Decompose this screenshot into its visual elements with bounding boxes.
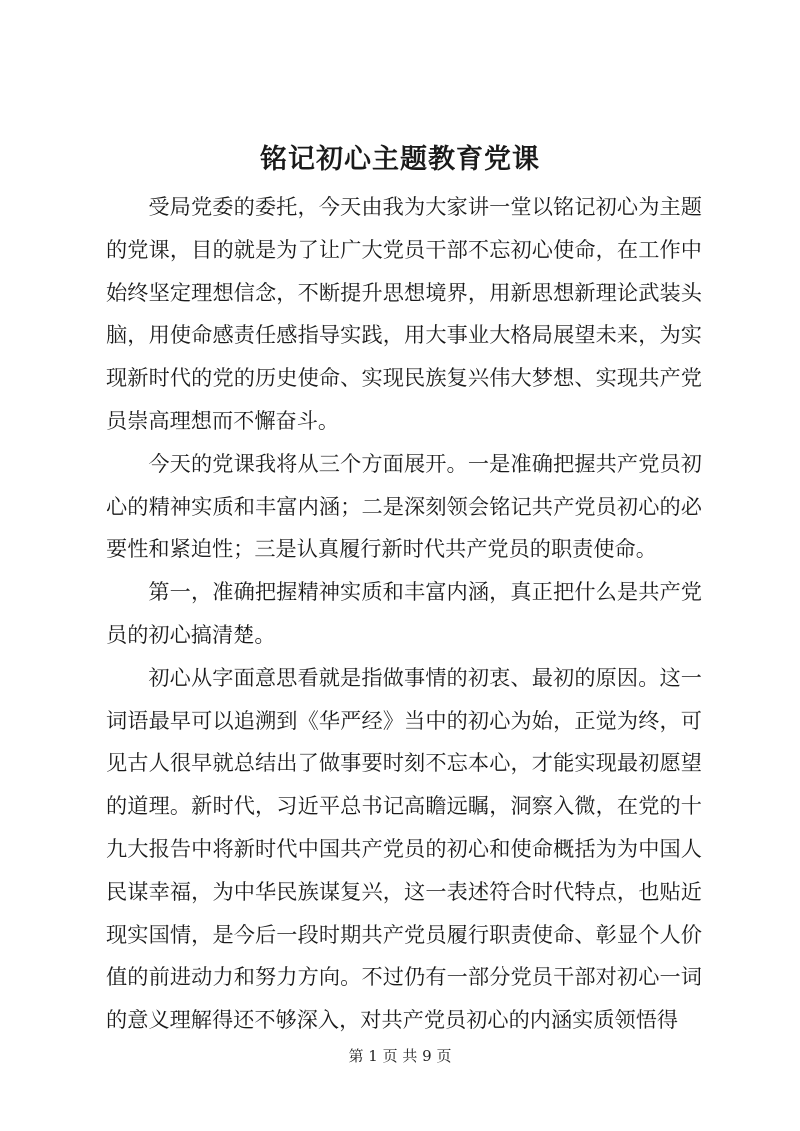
paragraph: 第一，准确把握精神实质和丰富内涵，真正把什么是共产党员的初心搞清楚。 (106, 579, 702, 647)
paragraph: 受局党委的委托，今天由我为大家讲一堂以铭记初心为主题的党课，目的就是为了让广大党员干部不忘初心使命，在工作中始终坚定理想信念，不断提升思想境界，用新思想新理论武装头脑，用使命感责任感指导实践，用大事业大格局展望未来，为实现新时代的党的历史使命、实现民族复兴伟大梦想、实现共产党员崇高理想而不懈奋斗。 (106, 194, 702, 433)
document-title: 铭记初心主题教育党课 (260, 144, 540, 175)
document-body (106, 186, 702, 1042)
paragraph: 今天的党课我将从三个方面展开。一是准确把握共产党员初心的精神实质和丰富内涵；二是深刻领会铭记共产党员初心的必要性和紧迫性；三是认真履行新时代共产党员的职责使命。 (106, 450, 702, 562)
page-number-footer: 第 1 页 共 9 页 (348, 1047, 452, 1065)
paragraph: 初心从字面意思看就是指做事情的初衷、最初的原因。这一词语最早可以追溯到《华严经》当中的初心为始，正觉为终，可见古人很早就总结出了做事要时刻不忘本心，才能实现最初愿望的道理。新时代，习近平总书记高瞻远瞩，洞察入微，在党的十九大报告中将新时代中国共产党员的初心和使命概括为为中国人民谋幸福，为中华民族谋复兴，这一表述符合时代特点，也贴近现实国情，是今后一段时期共产党员履行职责使命、彰显个人价值的前进动力和努力方向。不过仍有一部分党员干部对初心一词的意义理解得还不够深入，对共产党员初心的内涵实质领悟得 (106, 664, 702, 1033)
